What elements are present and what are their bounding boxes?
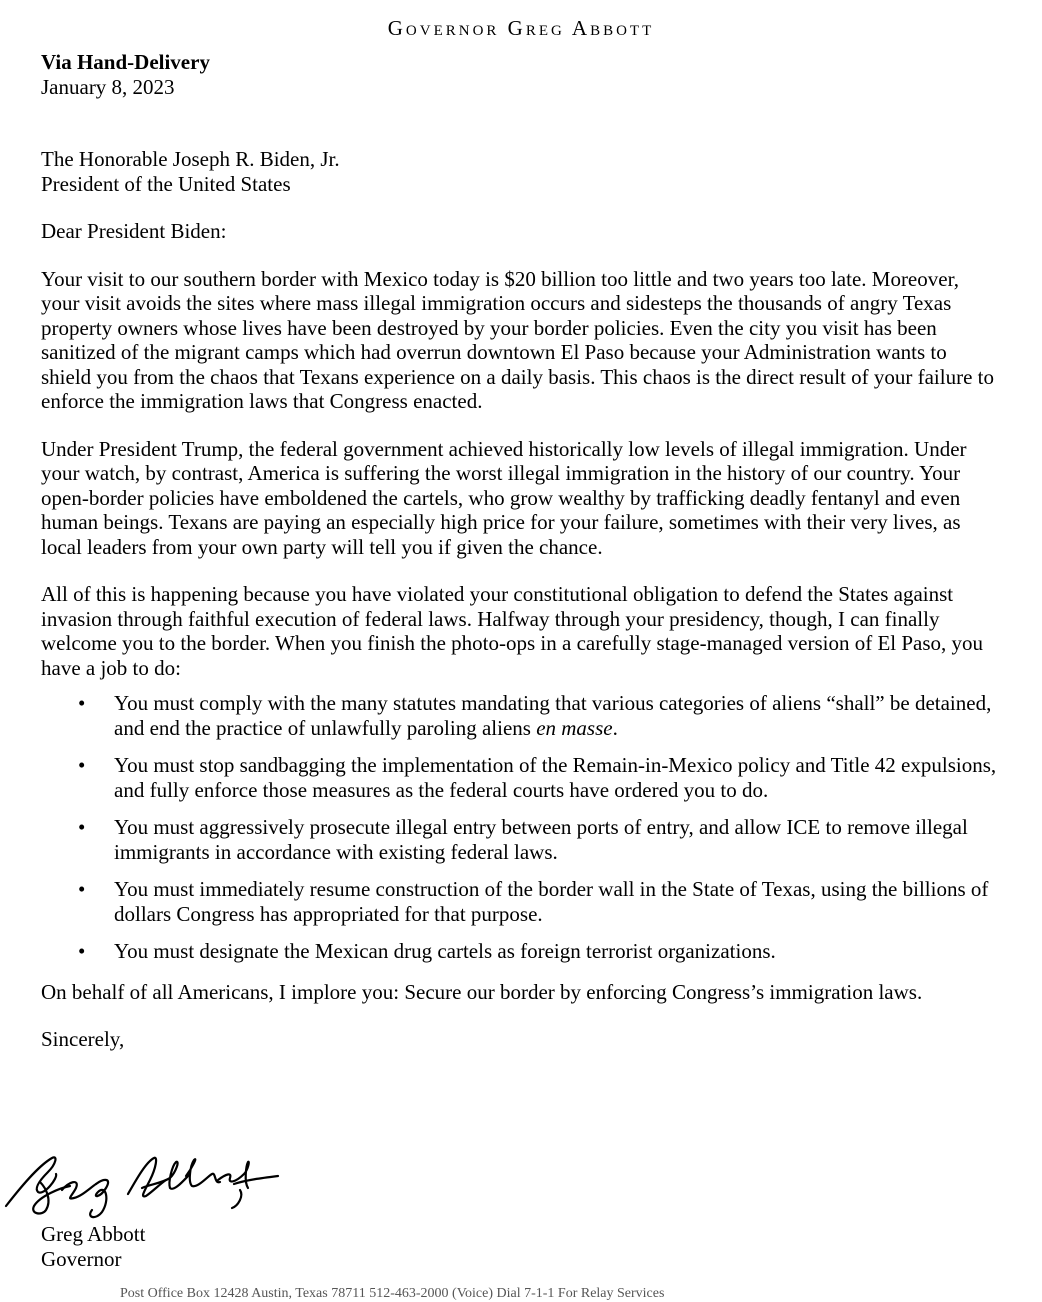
letter-body	[41, 50, 1001, 1052]
list-item	[41, 939, 1001, 964]
closing-paragraph: On behalf of all Americans, I implore you: Secure our border by enforcing Congress’s immigration laws.	[41, 979, 923, 1004]
signer-block	[41, 1222, 145, 1271]
signature-image	[0, 1148, 290, 1226]
list-item	[41, 753, 1001, 802]
list-item-text: You must aggressively prosecute illegal entry between ports of entry, and allow ICE to remove illegal immigrants in accordance with existing federal laws.	[114, 815, 968, 864]
recipient-address	[41, 147, 1001, 196]
list-item-text: You must comply with the many statutes mandating that various categories of aliens “shall” be detained, and end the practice of unlawfully paroling aliens	[114, 691, 992, 740]
list-item-text: You must immediately resume construction of the border wall in the State of Texas, using the billions of dollars Congress has appropriated for that purpose.	[114, 877, 989, 926]
paragraph-3: All of this is happening because you have violated your constitutional obligation to defend the States against invasion through faithful execution of federal laws. Halfway through your presidency, though, I can finally welcome you to the border. When you finish the photo-ops in a carefully stage-managed version of El Paso, you have a job to do:	[41, 582, 984, 680]
recipient-title: President of the United States	[41, 171, 291, 196]
letterhead: Governor Greg Abbott	[387, 16, 655, 40]
list-item-emphasis: en masse	[536, 715, 613, 740]
letterhead-footer: Post Office Box 12428 Austin, Texas 78711 512-463-2000 (Voice) Dial 7-1-1 For Relay Services	[120, 1286, 665, 1301]
signer-name: Greg Abbott	[41, 1222, 146, 1246]
delivery-method: Via Hand-Delivery	[41, 50, 210, 74]
list-item	[41, 877, 1001, 926]
signer-title: Governor	[41, 1246, 122, 1271]
paragraph-2: Under President Trump, the federal government achieved historically low levels of illegal immigration. Under your watch, by contrast, America is suffering the worst illegal immigration in the history of our country. Your open-border policies have emboldened the cartels, who grow wealthy by trafficking deadly fentanyl and even human beings. Texans are paying an especially high price for your failure, sometimes with their very lives, as local leaders from your own party will tell you if given the chance.	[41, 436, 967, 559]
recipient-name: The Honorable Joseph R. Biden, Jr.	[41, 147, 340, 171]
paragraph-1: Your visit to our southern border with Mexico today is $20 billion too little and two years too late. Moreover, your visit avoids the sites where mass illegal immigration occurs and sidesteps the thousands of angry Texas property owners whose lives have been destroyed by your border policies. Even the city you visit has been sanitized of the migrant camps which had overrun downtown El Paso because your Administration wants to shield you from the chaos that Texans experience on a daily basis. This chaos is the direct result of your failure to enforce the immigration laws that Congress enacted.	[41, 266, 994, 413]
salutation: Dear President Biden:	[41, 219, 227, 243]
list-item-text: You must designate the Mexican drug cartels as foreign terrorist organizations.	[114, 939, 776, 963]
demands-list	[41, 691, 1001, 964]
list-item	[41, 815, 1001, 864]
list-item-text: You must stop sandbagging the implementation of the Remain-in-Mexico policy and Title 42 expulsions, and fully enforce those measures as the federal courts have ordered you to do.	[114, 753, 997, 802]
sign-off: Sincerely,	[41, 1027, 125, 1051]
list-item-tail: .	[612, 715, 618, 740]
list-item	[41, 691, 1001, 740]
letter-date: January 8, 2023	[41, 74, 175, 99]
